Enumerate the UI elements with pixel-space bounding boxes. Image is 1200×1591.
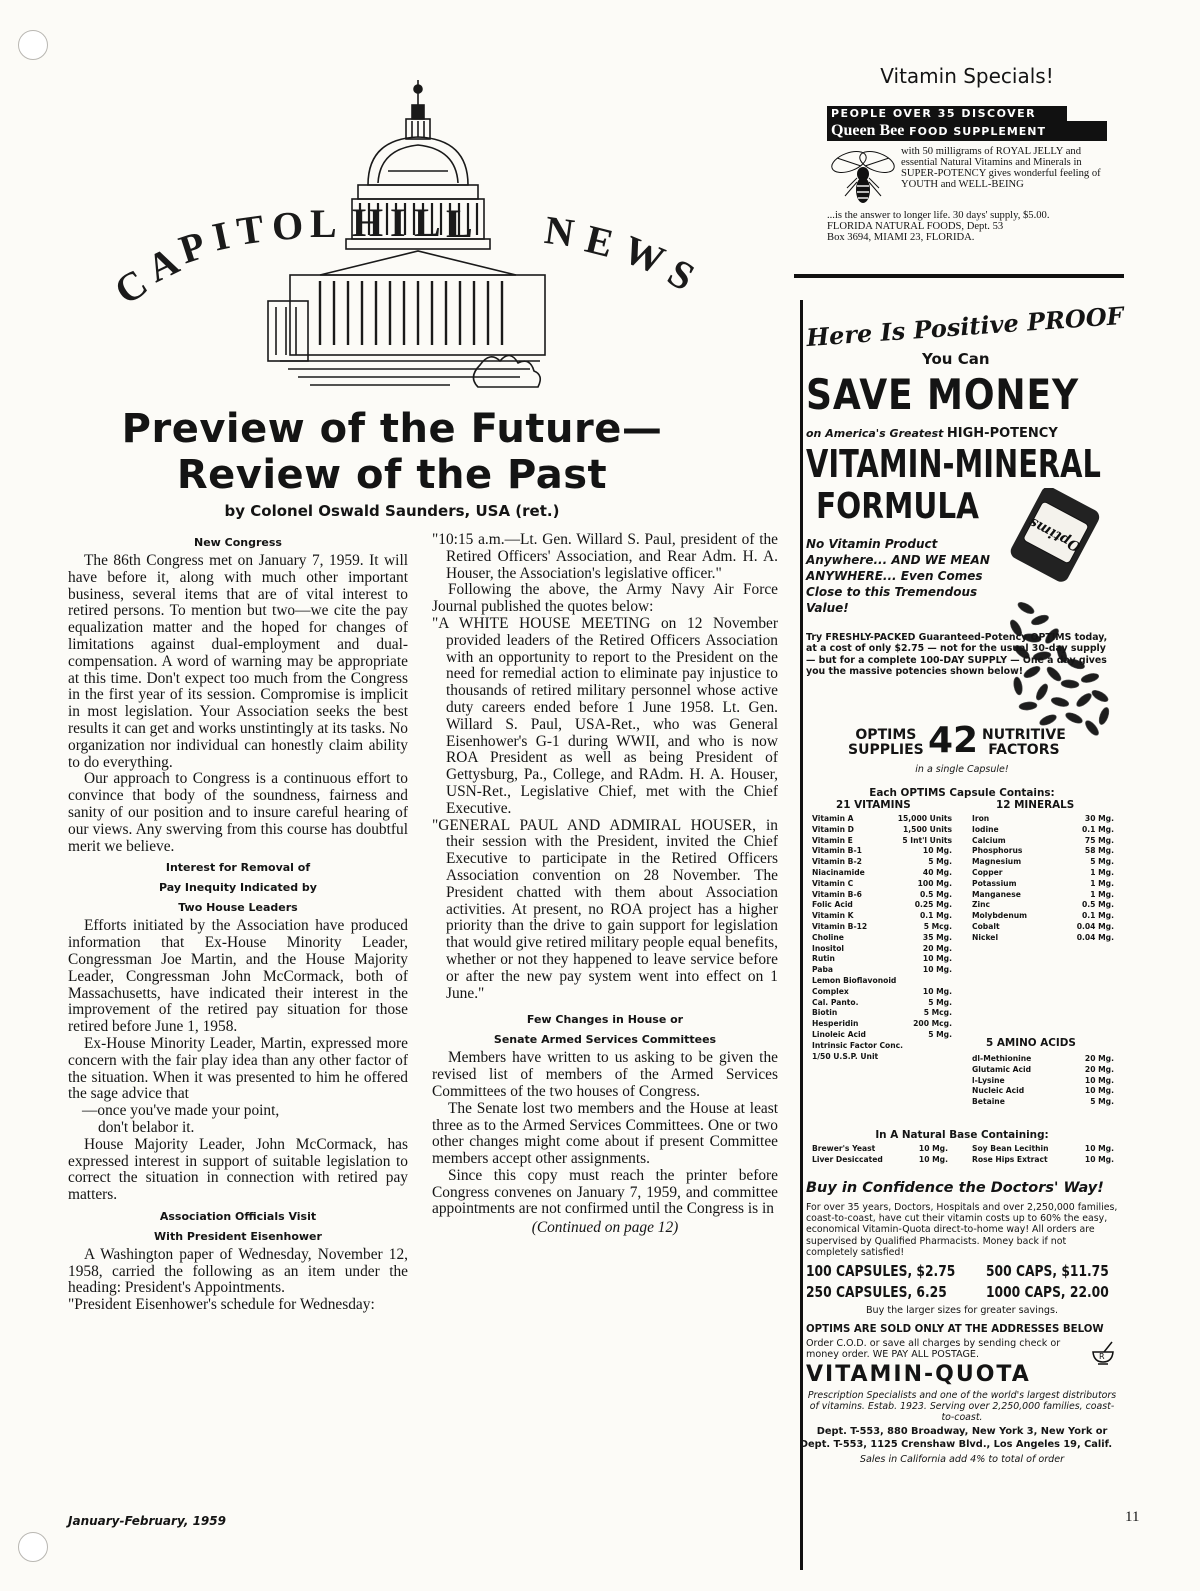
- svg-text:R: R: [1099, 1352, 1105, 1361]
- mineral-amount: 58 Mg.: [1084, 846, 1114, 856]
- you-can-text: You Can: [922, 350, 990, 368]
- queen-bee-bar-top: PEOPLE OVER 35 DISCOVER: [827, 106, 1067, 121]
- vitamin-name: Rutin: [812, 954, 835, 964]
- vitamin-row: [812, 846, 952, 857]
- minerals-heading: 12 MINERALS: [996, 799, 1075, 811]
- mineral-amount: 0.1 Mg.: [1082, 824, 1114, 834]
- natural-base-row: [812, 1155, 948, 1166]
- continued-note: (Continued on page 12): [531, 1219, 679, 1237]
- single-capsule-note: in a single Capsule!: [915, 764, 1009, 775]
- article-headline-line1: Preview of the Future—: [121, 406, 663, 452]
- mineral-name: Potassium: [972, 878, 1017, 888]
- natural-base-name: Liver Desiccated: [812, 1154, 883, 1164]
- queen-bee-address-line1: FLORIDA NATURAL FOODS, Dept. 53: [827, 221, 1004, 232]
- vitamin-name: Vitamin B-12: [812, 921, 868, 931]
- nutritive-line: NUTRITIVE: [982, 727, 1066, 743]
- subhead-line: With President Eisenhower: [154, 1229, 322, 1243]
- sold-only-notice: OPTIMS ARE SOLD ONLY AT THE ADDRESSES BELOW: [806, 1324, 1104, 1335]
- natural-base-row: [972, 1155, 1114, 1166]
- mineral-row: [972, 836, 1114, 847]
- vitamin-amount: 5 Mg.: [928, 1029, 952, 1039]
- natural-base-amount: 10 Mg.: [918, 1154, 948, 1164]
- paragraph: "GENERAL PAUL AND ADMIRAL HOUSER, in their session with the President, invited the Chief Executive to participate in the Retired Officers Association convention on 28 November. The President chatted with them about Association activities. At present, no ROA project has a higher priority than the drive to gain support for legislation that would give retired military people equal benefits, whether or not they happened to leave service before or after the new pay system went into effect on 1 June.": [432, 816, 778, 1002]
- vitamin-row: [812, 825, 952, 836]
- subhead-line: Association Officials Visit: [159, 1209, 317, 1223]
- vitamin-name: Paba: [812, 965, 834, 975]
- vitamin-name: Vitamin C: [812, 878, 854, 888]
- paragraph: Members have written to us asking to be given the revised list of members of the Armed Services Committees of the two houses of Congress.: [432, 1049, 778, 1100]
- vitamin-quota-logo: VITAMIN-QUOTA: [806, 1362, 1031, 1387]
- mineral-name: Manganese: [972, 889, 1021, 899]
- queen-bee-body: with 50 milligrams of ROYAL JELLY and essential Natural Vitamins and Minerals in SUPER-POTENCY gives wonderful feeling of YOUTH and WELL-BEING: [901, 146, 1101, 190]
- vitamin-amount: 10 Mg.: [922, 965, 952, 975]
- amino-acid-name: Nucleic Acid: [972, 1086, 1025, 1096]
- vitamin-name: Lemon Bioflavonoid: [812, 975, 897, 985]
- mineral-amount: 5 Mg.: [1090, 857, 1114, 867]
- mineral-row: [972, 933, 1114, 944]
- price-100-capsules: 100 CAPSULES, $2.75: [806, 1262, 956, 1280]
- vitamin-row: [812, 922, 952, 933]
- bee-icon: [827, 144, 899, 210]
- buy-larger-sizes-note: Buy the larger sizes for greater savings.: [865, 1305, 1059, 1316]
- mineral-row: [972, 814, 1114, 825]
- article-byline: by Colonel Oswald Saunders, USA (ret.): [224, 502, 560, 520]
- vitamin-amount: 10 Mg.: [922, 986, 952, 996]
- vitamin-row: [812, 954, 952, 965]
- amino-acid-amount: 10 Mg.: [1084, 1075, 1114, 1085]
- vitamin-amount: 5 Mcg.: [923, 921, 952, 931]
- mineral-row: [972, 890, 1114, 901]
- mineral-amount: 75 Mg.: [1084, 835, 1114, 845]
- vitamin-row: [812, 933, 952, 944]
- queen-bee-bar-bottom: [827, 121, 1107, 141]
- mineral-amount: 30 Mg.: [1084, 814, 1114, 823]
- california-sales-tax-note: Sales in California add 4% to total of order: [859, 1454, 1065, 1465]
- americas-greatest-text: on America's Greatest: [806, 427, 944, 440]
- mineral-name: Nickel: [972, 932, 999, 942]
- vitamin-name: Complex: [812, 986, 849, 996]
- vitamin-name: Inositol: [812, 943, 845, 953]
- vitamin-row: [812, 987, 952, 998]
- save-money-heading: SAVE MONEY: [806, 370, 1080, 419]
- forty-two-number: 42: [928, 720, 979, 761]
- order-cod-text: Order C.O.D. or save all charges by sending check or money order. WE PAY ALL POSTAGE.: [806, 1338, 1061, 1361]
- vitamin-amount: 5 Mg.: [928, 857, 952, 867]
- high-potency-text: HIGH-POTENCY: [946, 426, 1058, 441]
- nutritive-line: FACTORS: [988, 742, 1060, 758]
- paragraph: The Senate lost two members and the House at least three as to the Armed Services Committees. One or two other changes might come about if present Committee members accept other assignments.: [432, 1099, 778, 1168]
- positive-proof-heading: Here Is Positive PROOF: [805, 300, 1125, 353]
- queen-bee-address-line2: Box 3694, MIAMI 23, FLORIDA.: [827, 232, 975, 243]
- paragraph: Ex-House Minority Leader, Martin, expressed more concern with the fair play idea than any other factor of the situation. When it was presented to him he offered the sage advice that: [68, 1034, 408, 1103]
- americas-greatest-line: [806, 426, 1058, 441]
- try-optims-offer: Try FRESHLY-PACKED Guaranteed-Potency OPTIMS today, at a cost of only $2.75 — not for the usual 30-day supply — but for a complete 100-DAY SUPPLY — One a day gives you the massive potencies shown below!: [806, 632, 1108, 678]
- vitamin-amount: 5 Int'l Units: [902, 835, 952, 845]
- banner-letter: A: [139, 236, 190, 291]
- mineral-row: [972, 911, 1114, 922]
- vitamin-mineral-heading: VITAMIN-MINERAL: [806, 442, 1101, 486]
- vitamin-name: Cal. Panto.: [812, 997, 859, 1007]
- mineral-name: Magnesium: [972, 857, 1022, 867]
- vitamin-amount: 0.1 Mg.: [920, 911, 952, 921]
- subhead-officials-visit: [68, 1207, 408, 1247]
- price-500-caps: 500 CAPS, $11.75: [986, 1262, 1109, 1280]
- vitamin-amount: 10 Mg.: [922, 954, 952, 964]
- banner-letter: L: [310, 201, 341, 246]
- banner-letter: W: [617, 226, 675, 285]
- vitamin-row: [812, 1019, 952, 1030]
- vitamin-row: [812, 976, 952, 987]
- natural-base-table-left: [812, 1144, 948, 1166]
- mineral-amount: 0.04 Mg.: [1076, 921, 1114, 931]
- vitamin-amount: 20 Mg.: [922, 943, 952, 953]
- natural-base-amount: 10 Mg.: [1084, 1154, 1114, 1164]
- mineral-amount: 1 Mg.: [1090, 889, 1114, 899]
- optims-supplies-label: [848, 728, 924, 758]
- ad-left-border: [800, 300, 803, 1570]
- mineral-name: Calcium: [972, 835, 1006, 845]
- page-number: 11: [1125, 1509, 1140, 1525]
- natural-base-row: [812, 1144, 948, 1155]
- article-column-1: [68, 532, 408, 1314]
- vitamin-name: Linoleic Acid: [812, 1029, 866, 1039]
- mineral-name: Molybdenum: [972, 911, 1028, 921]
- natural-base-row: [972, 1144, 1114, 1155]
- paragraph: "10:15 a.m.—Lt. Gen. Willard S. Paul, president of the Retired Officers' Association, and Rear Adm. H. A. Houser, the Association's legislative officer.": [432, 531, 778, 582]
- banner-letter: O: [270, 201, 309, 250]
- vitamin-amount: 5 Mcg.: [923, 1008, 952, 1018]
- vitamins-table: [812, 814, 952, 1062]
- vitamin-amount: 40 Mg.: [922, 867, 952, 877]
- mineral-row: [972, 846, 1114, 857]
- paragraph: Since this copy must reach the printer before Congress convenes on January 7, 1959, and committee appointments are not confirmed until the Congress is in: [432, 1166, 778, 1218]
- vitamin-amount: 100 Mg.: [917, 878, 952, 888]
- amino-acids-table: [972, 1054, 1114, 1108]
- vitamin-name: 1/50 U.S.P. Unit: [812, 1051, 879, 1061]
- vitamin-name: Choline: [812, 932, 844, 942]
- amino-acid-amount: 20 Mg.: [1084, 1064, 1114, 1074]
- mineral-name: Phosphorus: [972, 846, 1023, 856]
- quote-line: —once you've made your point,: [82, 1102, 280, 1120]
- mineral-row: [972, 868, 1114, 879]
- natural-base-heading: In A Natural Base Containing:: [875, 1129, 1049, 1141]
- issue-date: January-February, 1959: [68, 1514, 226, 1528]
- vitamin-row: [812, 1041, 952, 1052]
- vitamin-amount: 1,500 Units: [903, 824, 952, 834]
- vitamin-row: [812, 998, 952, 1009]
- vitamin-name: Vitamin D: [812, 824, 854, 834]
- mineral-name: Iron: [972, 814, 990, 823]
- amino-acid-row: [972, 1054, 1114, 1065]
- vitamin-row: [812, 857, 952, 868]
- amino-acid-name: dl-Methionine: [972, 1054, 1032, 1063]
- optims-supplies-line: SUPPLIES: [848, 742, 924, 758]
- vitamin-row: [812, 868, 952, 879]
- vitamin-name: Vitamin K: [812, 911, 854, 921]
- vitamin-row: [812, 900, 952, 911]
- mineral-row: [972, 857, 1114, 868]
- no-vitamin-product-claim: No Vitamin Product Anywhere... AND WE MEAN ANYWHERE... Even Comes Close to this Tremendous Value!: [806, 537, 990, 615]
- mineral-amount: 1 Mg.: [1090, 878, 1114, 888]
- mineral-row: [972, 879, 1114, 890]
- vitamin-row: [812, 890, 952, 901]
- paragraph: "A WHITE HOUSE MEETING on 12 November provided leaders of the Retired Officers Association with an opportunity to report to the President on the need for remedial action to eliminate pay injustice to thousands of retired military personnel whose active duty careers ended before 1 June 1958. Lt. Gen. Willard S. Paul, USA-Ret., who was General Eisenhower's G-1 during WWII, and who is now ROA President as well as being President of Gettysburg, Pa., College, and RAdm. H. A. Houser, USN-Ret., Legislative Chief, met with the Chief Executive.: [432, 614, 778, 817]
- subhead-line: Interest for Removal of: [165, 861, 311, 875]
- paragraph: The 86th Congress met on January 7, 1959. It will have before it, along with much other important business, several items that are of vital interest to retired persons. To mention but two—we cite the pay equalization matter and the hoped for changes of limitations against dual-employment and dual-compensation. A word of warning may be appropriate at this time. Don't expect too much from the Congress in the first year of its session. Compromise is implicit in most legislation. Your Association seeks the best results it can get and works unstintingly at its tasks. No organization nor individual can honestly claim ability to do everything.: [68, 552, 408, 771]
- article-column-2: [432, 532, 778, 1237]
- banner-letter: C: [106, 257, 159, 314]
- vitamin-row: [812, 965, 952, 976]
- queen-bee-price-line: ...is the answer to longer life. 30 days' supply, $5.00.: [827, 210, 1050, 221]
- banner-letter: L: [446, 201, 477, 246]
- subhead-line: Senate Armed Services Committees: [493, 1033, 717, 1047]
- nutritive-factors-label: [982, 728, 1066, 758]
- amino-acid-name: Glutamic Acid: [972, 1064, 1032, 1074]
- vitamin-row: [812, 879, 952, 890]
- natural-base-amount: 10 Mg.: [918, 1144, 948, 1153]
- vitamin-amount: 200 Mcg.: [913, 1019, 952, 1029]
- paragraph: Our approach to Congress is a continuous effort to convince that body of the soundness, fairness and sanity of our position and to insure careful hearing of our views. Any swerving from this course has doubtful merit we believe.: [68, 770, 408, 855]
- vitamin-row: [812, 944, 952, 955]
- vitamin-amount: 0.5 Mg.: [920, 889, 952, 899]
- binder-hole-bottom: [18, 1532, 48, 1562]
- mineral-amount: 1 Mg.: [1090, 867, 1114, 877]
- mineral-name: Cobalt: [972, 921, 1000, 931]
- paragraph: Following the above, the Army Navy Air Force Journal published the quotes below:: [432, 581, 778, 616]
- queen-bee-food-supplement: FOOD SUPPLEMENT: [909, 125, 1047, 138]
- amino-acids-heading: 5 AMINO ACIDS: [986, 1037, 1076, 1049]
- formula-heading: FORMULA: [816, 486, 980, 527]
- vitamin-amount: 5 Mg.: [928, 997, 952, 1007]
- amino-acid-name: Betaine: [972, 1097, 1005, 1107]
- mineral-amount: 0.04 Mg.: [1076, 932, 1114, 942]
- mineral-name: Copper: [972, 867, 1003, 877]
- vitamin-name: Biotin: [812, 1008, 838, 1018]
- price-250-capsules: 250 CAPSULES, 6.25: [806, 1283, 947, 1301]
- queen-bee-name: Queen Bee: [831, 122, 905, 139]
- bottle-label-text: Optims: [1026, 513, 1084, 555]
- price-1000-caps: 1000 CAPS, 22.00: [986, 1283, 1109, 1301]
- banner-letter: T: [234, 205, 271, 254]
- buy-confidence-heading: Buy in Confidence the Doctors' Way!: [806, 1180, 1104, 1196]
- dept-address-los-angeles: Dept. T-553, 1125 Crenshaw Blvd., Los Angeles 19, Calif.: [799, 1439, 1113, 1450]
- subhead-new-congress: New Congress: [194, 536, 282, 549]
- vitamin-row: [812, 836, 952, 847]
- paragraph: Efforts initiated by the Association have produced information that Ex-House Minority Leader, Congressman Joe Martin, and the House Majority Leader, Congressman John McCormack, both of Massachusetts, have indicated their interest in the improvement of the retired pay situation for those retired before June 1, 1958.: [68, 917, 408, 1036]
- banner-letter: E: [581, 215, 622, 268]
- subhead-line: Two House Leaders: [178, 901, 298, 915]
- vitamin-name: Vitamin A: [812, 814, 854, 823]
- vitamin-name: Niacinamide: [812, 867, 865, 877]
- natural-base-name: Rose Hips Extract: [972, 1154, 1048, 1164]
- banner-letter: H: [352, 200, 388, 245]
- vitamin-name: Vitamin B-2: [812, 857, 862, 867]
- banner-letter: I: [390, 200, 410, 245]
- vitamins-heading: 21 VITAMINS: [836, 799, 911, 811]
- optims-bottle-illustration: [996, 488, 1114, 738]
- mineral-amount: 0.1 Mg.: [1082, 911, 1114, 921]
- prescription-specialists-text: Prescription Specialists and one of the world's largest distributors of vitamins. Estab. 1923. Serving over 2,250,000 families, coast-to-coast.: [807, 1390, 1117, 1424]
- natural-base-name: Soy Bean Lecithin: [972, 1144, 1049, 1153]
- mineral-name: Iodine: [972, 824, 999, 834]
- vitamin-amount: 35 Mg.: [922, 932, 952, 942]
- vitamin-name: Intrinsic Factor Conc.: [812, 1040, 904, 1050]
- subhead-interest-removal: [68, 858, 408, 918]
- banner-letter: P: [173, 220, 215, 273]
- paragraph: A Washington paper of Wednesday, November 12, 1958, carried the following as an item under the heading: President's Appointments.: [68, 1245, 408, 1297]
- minerals-table: [972, 814, 1114, 944]
- vitamin-name: Folic Acid: [812, 900, 853, 910]
- amino-acid-amount: 20 Mg.: [1084, 1054, 1114, 1063]
- banner-letter: L: [414, 200, 445, 245]
- natural-base-amount: 10 Mg.: [1084, 1144, 1114, 1153]
- subhead-few-changes: [432, 1010, 778, 1050]
- amino-acid-amount: 5 Mg.: [1090, 1097, 1114, 1107]
- amino-acid-row: [972, 1097, 1114, 1108]
- mineral-amount: 0.5 Mg.: [1082, 900, 1114, 910]
- article-headline-line2: Review of the Past: [176, 452, 608, 498]
- amino-acid-row: [972, 1086, 1114, 1097]
- vitamin-name: Vitamin E: [812, 835, 853, 845]
- vitamin-amount: 0.25 Mg.: [914, 900, 952, 910]
- amino-acid-name: l-Lysine: [972, 1075, 1005, 1085]
- vitamin-row: [812, 911, 952, 922]
- for-over-35-years-text: For over 35 years, Doctors, Hospitals and over 2,250,000 families, coast-to-coast, have cut their vitamin costs up to 60% the easy, economical Vitamin-Quota direct-to-home way! All orders are supervised by Qualified Pharmacists. Money back if not completely satisfied!: [806, 1202, 1118, 1258]
- banner-letter: I: [208, 211, 238, 260]
- amino-acid-row: [972, 1065, 1114, 1076]
- vitamin-row: [812, 1008, 952, 1019]
- vitamin-row: [812, 1030, 952, 1041]
- vitamin-amount: 10 Mg.: [922, 846, 952, 856]
- queen-bee-ad: [827, 106, 1107, 243]
- amino-acid-amount: 10 Mg.: [1084, 1086, 1114, 1096]
- paragraph: House Majority Leader, John McCormack, has expressed interest in support of suitable legislation to correct the situation in connection with retired pay matters.: [68, 1135, 408, 1204]
- vitamin-name: Hesperidin: [812, 1019, 859, 1029]
- vitamin-row: [812, 1052, 952, 1063]
- natural-base-name: Brewer's Yeast: [812, 1144, 876, 1153]
- each-capsule-contains: Each OPTIMS Capsule Contains:: [869, 787, 1055, 799]
- dept-address-new-york: Dept. T-553, 880 Broadway, New York 3, New York or: [816, 1426, 1108, 1437]
- paragraph: "President Eisenhower's schedule for Wednesday:: [68, 1296, 375, 1314]
- subhead-line: Pay Inequity Indicated by: [159, 881, 317, 895]
- vitamin-name: Vitamin B-1: [812, 846, 862, 856]
- vitamin-row: [812, 814, 952, 825]
- vitamin-amount: 15,000 Units: [897, 814, 952, 823]
- binder-hole-top: [18, 30, 48, 60]
- vitamin-specials-title: Vitamin Specials!: [880, 64, 1054, 88]
- ad-divider-rule: [794, 274, 1124, 278]
- subhead-line: Few Changes in House or: [526, 1013, 684, 1027]
- optims-ad: [800, 300, 1124, 1570]
- banner-letter: S: [660, 249, 706, 302]
- mortar-pestle-icon: [1090, 1340, 1116, 1366]
- quote-line: don't belabor it.: [98, 1118, 195, 1136]
- mineral-row: [972, 825, 1114, 836]
- amino-acid-row: [972, 1076, 1114, 1087]
- mineral-name: Zinc: [972, 900, 991, 910]
- banner-letter: N: [542, 206, 581, 257]
- mineral-row: [972, 922, 1114, 933]
- optims-supplies-line: OPTIMS: [855, 727, 917, 743]
- natural-base-table-right: [972, 1144, 1114, 1166]
- vitamin-name: Vitamin B-6: [812, 889, 862, 899]
- mineral-row: [972, 900, 1114, 911]
